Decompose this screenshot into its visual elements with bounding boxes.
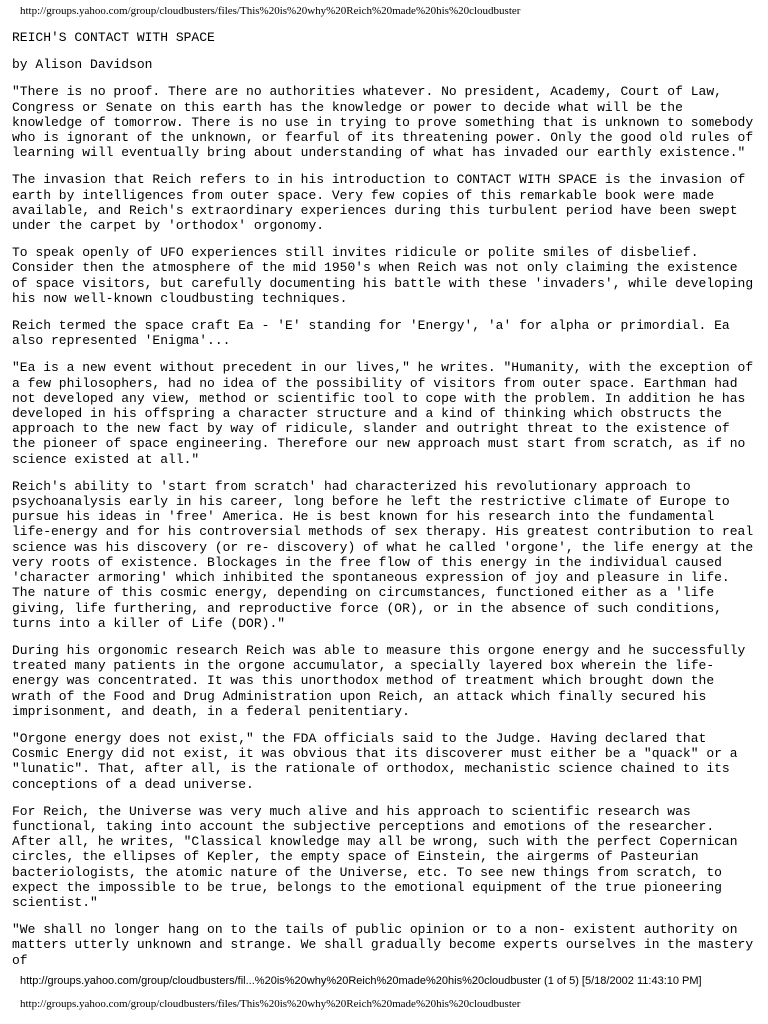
paragraph-1: "There is no proof. There are no authorities whatever. No president, Academy, Court of Law, Congress or Senate on this earth has the knowledge or power to decide what will be the knowledge of tomorrow. There is no use in trying to prove something that is unknown to somebody who is ignorant of the unknown, or fearful of its threatening power. Only the good old rules of learning will eventually bring about understanding of what has invaded our earthly existence." <box>12 84 754 161</box>
paragraph-7: During his orgonomic research Reich was able to measure this orgone energy and he successfully treated many patients in the orgone accumulator, a specially layered box wherein the life-energy was concentrated. It was this unorthodox method of treatment which brought down the wrath of the Food and Drug Administration upon Reich, an attack which finally secured his imprisonment, and death, in a federal penitentiary. <box>12 642 746 719</box>
paragraph-10: "We shall no longer hang on to the tails of public opinion or to a non- existent authority on matters utterly unknown and strange. We shall gradually become experts ourselves in the mastery of <box>12 922 754 968</box>
paragraph-8: "Orgone energy does not exist," the FDA officials said to the Judge. Having declared that Cosmic Energy did not exist, it was obvious that its discoverer must either be a "quack" or a "lunatic". That, after all, is the rationale of orthodox, mechanistic science chained to its conceptions of a dead universe. <box>12 730 738 792</box>
paragraph-6: Reich's ability to 'start from scratch' had characterized his revolutionary approach to psychoanalysis early in his career, long before he left the restrictive climate of Europe to pursue his ideas in 'free' America. He is best known for his research into the fundamental life-energy and for his controversial methods of sex therapy. His greatest contribution to real science was his discovery (or re- discovery) of what he called 'orgone', the life energy at the very roots of existence. Blockages in the free flow of this energy in the individual caused 'character armoring' which inhibited the spontaneous expression of joy and pleasure in life. The nature of this cosmic energy, depending on circumstances, functioned either as a 'life giving, life furthering, and reproductive force (OR), or in the absence of such conditions, turns into a killer of Life (DOR)." <box>12 478 754 631</box>
paragraph-9: For Reich, the Universe was very much alive and his approach to scientific research was functional, taking into account the subjective perceptions and emotions of the researcher. After all, he writes, "Classical knowledge may all be wrong, such with the perfect Copernican circles, the ellipses of Kepler, the empty space of Einstein, the airgerms of Pasteurian bacteriologists, the atomic nature of the Universe, etc. To see new things from scratch, to expect the impossible to be true, belongs to the emotional equipment of the true pioneering scientist." <box>12 803 738 910</box>
document-byline: by Alison Davidson <box>12 57 153 73</box>
paragraph-3: To speak openly of UFO experiences still invites ridicule or polite smiles of disbelief. Consider then the atmosphere of the mid 1950's when Reich was not only claiming the existence of space visitors, but carefully documenting his battle with these 'invaders', while developing his now well-known cloudbusting techniques. <box>12 245 754 306</box>
paragraph-2: The invasion that Reich refers to in his introduction to CONTACT WITH SPACE is the invasion of earth by intelligences from outer space. Very few copies of this remarkable book were made available, and Reich's extraordinary experiences during this turbulent period have been swept under the carpet by 'orthodox' orgonomy. <box>12 172 746 234</box>
document-body <box>12 30 756 980</box>
document-title: REICH'S CONTACT WITH SPACE <box>12 30 215 45</box>
paragraph-5: "Ea is a new event without precedent in our lives," he writes. "Humanity, with the exception of a few philosophers, had no idea of the possibility of visitors from outer space. Earthman had not developed any view, method or scientific tool to cope with the problem. In addition he has developed in his offspring a character structure and a kind of thinking which obstructs the approach to the new fact by way of ridicule, slander and outright threat to the existence of the pioneer of space engineering. Therefore our new approach must start from scratch, as if no science existed at all." <box>12 360 754 467</box>
next-page-header-url: http://groups.yahoo.com/group/cloudbusters/files/This%20is%20why%20Reich%20made%20his%20cloudbuster <box>20 998 521 1010</box>
paragraph-4: Reich termed the space craft Ea - 'E' standing for 'Energy', 'a' for alpha or primordial. Ea also represented 'Enigma'... <box>12 318 730 349</box>
print-footer: http://groups.yahoo.com/group/cloudbusters/fil...%20is%20why%20Reich%20made%20his%20cloudbuster (1 of 5) [5/18/2002 11:43:10 PM] <box>20 975 702 987</box>
page-header-url: http://groups.yahoo.com/group/cloudbusters/files/This%20is%20why%20Reich%20made%20his%20cloudbuster <box>20 5 521 17</box>
